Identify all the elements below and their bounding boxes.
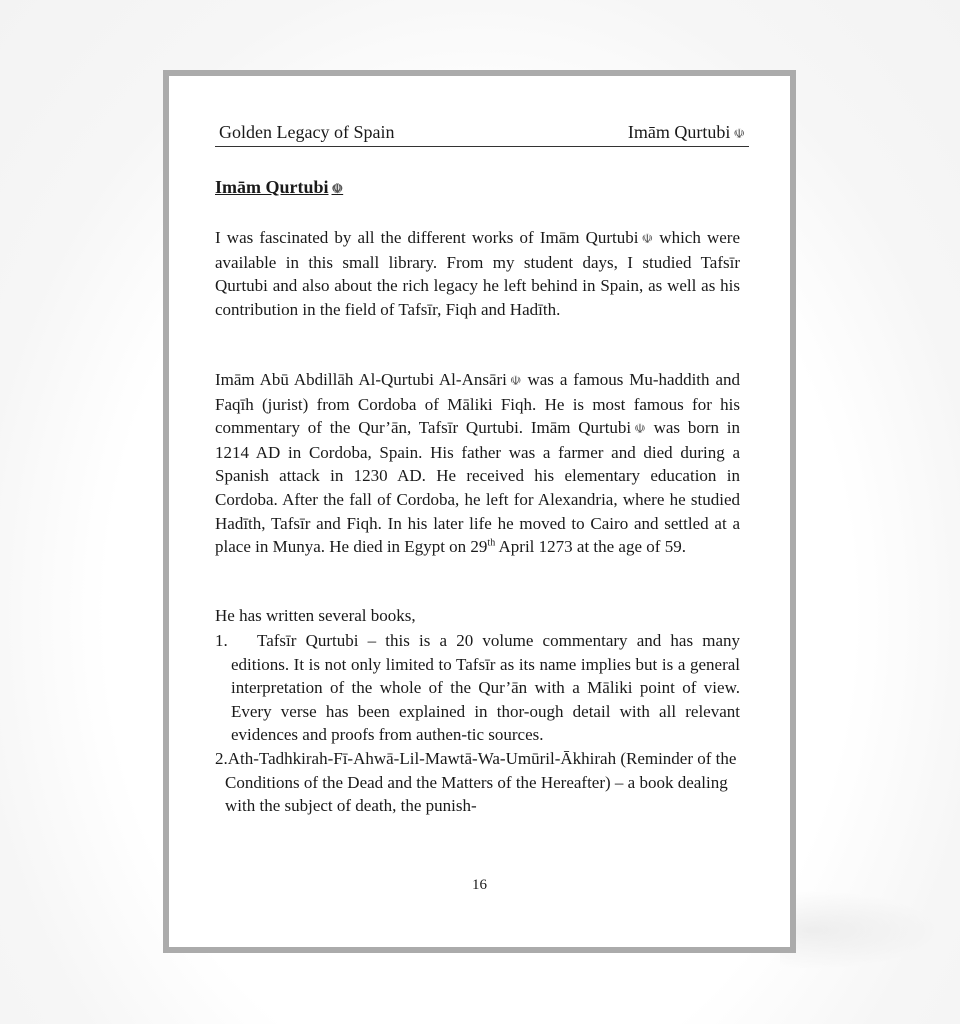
ordinal-suffix: th: [487, 537, 496, 549]
honorific-icon: ☫: [331, 181, 344, 196]
list-item-text: Ath-Tadhkirah-Fī-Ahwā-Lil-Mawtā-Wa-Umūril-Ākhirah (Reminder of the Conditions of the Dead and the Matters of the Hereafter) – a book dealing with the subject of death, the punish-: [225, 748, 737, 816]
paragraph-1: [215, 226, 740, 321]
paragraph-2-part-c: was born in 1214 AD in Cordoba, Spain. His father was a farmer and died during a Spanish attack in 1230 AD. He received his elementary education in Cordoba. After the fall of Cordoba, he left for Alexandria, where he studied Hadīth, Tafsīr and Fiqh. In his later life he moved to Cairo and settled at a place in Munya. He died in Egypt on 29: [215, 418, 740, 557]
honorific-icon: ☫: [641, 231, 654, 246]
list-item-number: 1.: [215, 631, 228, 650]
honorific-icon: ☫: [733, 126, 745, 141]
header-book-title: Golden Legacy of Spain: [219, 122, 395, 142]
books-list: [215, 629, 740, 818]
paragraph-1-part-a: I was fascinated by all the different works of Imām Qurtubi: [215, 228, 639, 247]
list-item: [215, 747, 740, 818]
book-page: [163, 70, 796, 953]
honorific-icon: ☫: [634, 421, 646, 437]
paragraph-2-part-a: Imām Abū Abdillāh Al-Qurtubi Al-Ansāri: [215, 370, 507, 389]
header-chapter-title: [628, 122, 745, 143]
list-item-text: Tafsīr Qurtubi – this is a 20 volume commentary and has many editions. It is not only limited to Tafsīr as its name implies but is a general interpretation of the whole of the Qur’ān with a Māliki point of view. Every verse has been explained in thor-ough detail with all relevant evidences and proofs from authen-tic sources.: [231, 631, 740, 745]
honorific-icon: ☫: [509, 373, 522, 388]
page-number: 16: [472, 877, 487, 893]
header-chapter-text: Imām Qurtubi: [627, 122, 731, 142]
running-header: [215, 120, 749, 147]
list-item: [215, 629, 740, 747]
page-shadow: [780, 890, 940, 970]
paragraph-2-part-d: April 1273 at the age of 59.: [495, 537, 686, 557]
paragraph-2: [215, 368, 740, 559]
list-item-number: 2.: [215, 748, 228, 768]
paragraph-3: He has written several books,: [215, 606, 416, 625]
section-title-text: Imām Qurtubi: [215, 177, 329, 197]
section-title: [215, 177, 343, 198]
paragraph-1-part-b: which were available in this small library. From my student days, I studied Tafsīr Qurtubi and also about the rich legacy he left behind in Spain, as well as his contribution in the field of Tafsīr, Fiqh and Hadīth.: [215, 228, 741, 319]
paragraph-2-part-b: was a famous Mu-haddith and Faqīh (jurist) from Cordoba of Māliki Fiqh. He is most famous for his commentary of the Qur’ān, Tafsīr Qurtubi. Imām Qurtubi: [215, 370, 740, 438]
